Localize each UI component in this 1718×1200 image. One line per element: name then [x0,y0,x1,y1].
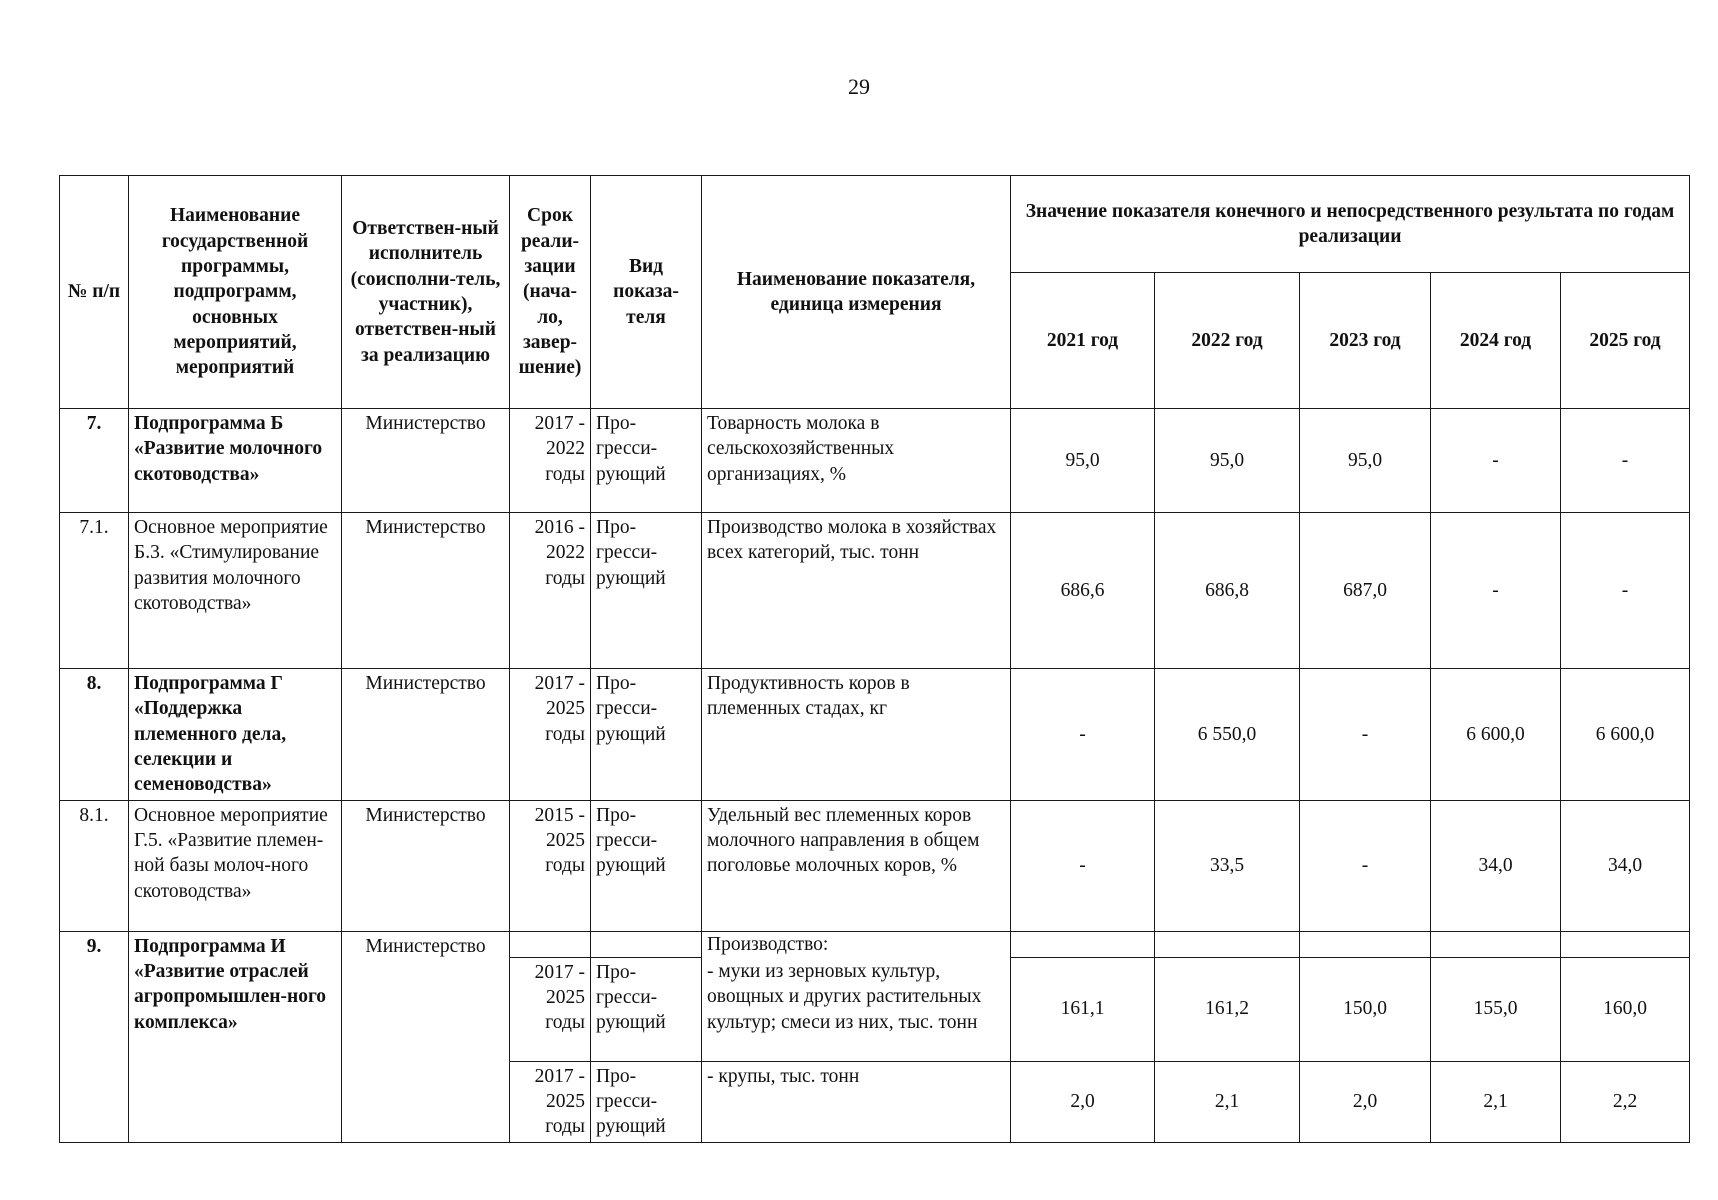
row-indicator: - крупы, тыс. тонн [702,1061,1011,1142]
row-value-2023: 687,0 [1300,513,1431,669]
header-year-2024: 2024 год [1431,273,1561,409]
row-period-empty [510,931,591,957]
row-value-2021: - [1011,669,1155,801]
row-value-empty [1300,931,1431,957]
row-value-2023: - [1300,669,1431,801]
row-value-empty [1155,931,1300,957]
row-value-2023: - [1300,800,1431,931]
row-value-empty [1561,931,1690,957]
row-period: 2016 - 2022 годы [510,513,591,669]
row-value-2021: 686,6 [1011,513,1155,669]
row-num: 8. [60,669,129,801]
page-number: 29 [848,74,870,99]
row-value-2023: 2,0 [1300,1061,1431,1142]
row-value-2023: 95,0 [1300,409,1431,513]
row-responsible: Министерство [342,409,510,513]
indicator-table [59,175,1690,1143]
header-year-2021: 2021 год [1011,273,1155,409]
row-period: 2017 - 2022 годы [510,409,591,513]
row-num: 9. [60,931,129,1142]
row-value-2024: - [1431,513,1561,669]
row-type-empty [591,931,702,957]
row-type: Про-гресси-рующий [591,669,702,801]
row-value-2022: 95,0 [1155,409,1300,513]
table-row [60,931,1690,957]
row-value-empty [1011,931,1155,957]
row-value-2023: 150,0 [1300,957,1431,1061]
row-indicator: Товарность молока в сельскохозяйственных организациях, % [702,409,1011,513]
table-header-row [60,176,1690,273]
header-indicator: Наименование показателя, единица измерения [702,176,1011,409]
table-row [60,409,1690,513]
row-type: Про-гресси-рующий [591,409,702,513]
row-indicator: Производство молока в хозяйствах всех категорий, тыс. тонн [702,513,1011,669]
header-year-2022: 2022 год [1155,273,1300,409]
row-program: Основное мероприятие Б.3. «Стимулирование развития молочного скотоводства» [129,513,342,669]
row-program: Подпрограмма Б «Развитие молочного скотоводства» [129,409,342,513]
row-responsible: Министерство [342,513,510,669]
table-row [60,800,1690,931]
row-value-2025: 34,0 [1561,800,1690,931]
row-value-2024: - [1431,409,1561,513]
header-num: № п/п [60,176,129,409]
header-program: Наименование государственной программы, подпрограмм, основных мероприятий, мероприятий [129,176,342,409]
row-value-2024: 2,1 [1431,1061,1561,1142]
row-value-2021: - [1011,800,1155,931]
row-responsible: Министерство [342,669,510,801]
row-value-2022: 161,2 [1155,957,1300,1061]
row-program: Основное мероприятие Г.5. «Развитие племен-ной базы молоч-ного скотоводства» [129,800,342,931]
row-responsible: Министерство [342,800,510,931]
row-num: 8.1. [60,800,129,931]
header-type: Вид показа-теля [591,176,702,409]
row-value-2024: 6 600,0 [1431,669,1561,801]
row-value-2025: - [1561,409,1690,513]
row-value-2022: 686,8 [1155,513,1300,669]
row-indicator-title: Производство: [702,931,1011,957]
row-value-empty [1431,931,1561,957]
row-value-2024: 155,0 [1431,957,1561,1061]
row-type: Про-гресси-рующий [591,513,702,669]
row-period: 2017 - 2025 годы [510,1061,591,1142]
row-value-2021: 2,0 [1011,1061,1155,1142]
row-value-2022: 6 550,0 [1155,669,1300,801]
header-year-2023: 2023 год [1300,273,1431,409]
row-num: 7. [60,409,129,513]
table-row [60,513,1690,669]
row-period: 2017 - 2025 годы [510,669,591,801]
row-value-2025: - [1561,513,1690,669]
row-indicator: Удельный вес племенных коров молочного направления в общем поголовье молочных коров, % [702,800,1011,931]
row-type: Про-гресси-рующий [591,1061,702,1142]
row-value-2022: 2,1 [1155,1061,1300,1142]
header-year-2025: 2025 год [1561,273,1690,409]
row-value-2021: 95,0 [1011,409,1155,513]
header-responsible: Ответствен-ный исполнитель (соисполни-тель, участник), ответствен-ный за реализацию [342,176,510,409]
row-type: Про-гресси-рующий [591,800,702,931]
row-period: 2017 - 2025 годы [510,957,591,1061]
row-value-2021: 161,1 [1011,957,1155,1061]
row-value-2025: 2,2 [1561,1061,1690,1142]
table-row [60,669,1690,801]
header-period: Срок реали-зации (нача-ло, завер-шение) [510,176,591,409]
row-indicator: Продуктивность коров в племенных стадах, кг [702,669,1011,801]
row-responsible: Министерство [342,931,510,1142]
row-type: Про-гресси-рующий [591,957,702,1061]
row-program: Подпрограмма И «Развитие отраслей агропромышлен-ного комплекса» [129,931,342,1142]
row-period: 2015 - 2025 годы [510,800,591,931]
header-values-group: Значение показателя конечного и непосредственного результата по годам реализации [1011,176,1690,273]
row-value-2025: 6 600,0 [1561,669,1690,801]
row-indicator: - муки из зерновых культур, овощных и других растительных культур; смеси из них, тыс. тонн [702,957,1011,1061]
row-value-2022: 33,5 [1155,800,1300,931]
row-value-2025: 160,0 [1561,957,1690,1061]
row-program: Подпрограмма Г «Поддержка племенного дела, селекции и семеноводства» [129,669,342,801]
row-value-2024: 34,0 [1431,800,1561,931]
row-num: 7.1. [60,513,129,669]
